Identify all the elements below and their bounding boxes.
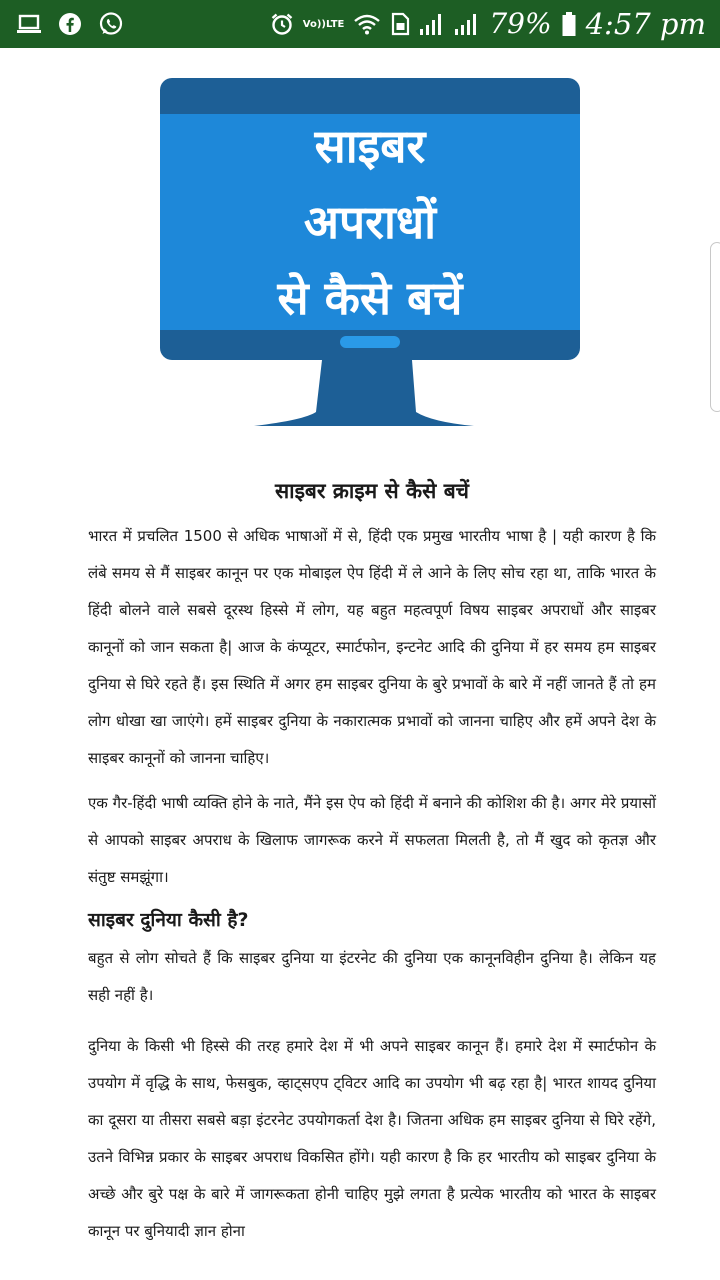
wifi-icon (353, 13, 381, 35)
article-title: साइबर क्राइम से कैसे बचें (274, 479, 470, 503)
banner-monitor-image (160, 78, 580, 428)
status-bar-right (261, 0, 706, 48)
scroll-handle[interactable] (710, 242, 720, 412)
author-note-paragraph: एक गैर-हिंदी भाषी व्यक्ति होने के नाते, मैंने इस ऐप को हिंदी में बनाने की कोशिश की है। अगर मेरे प्रयासों से आपको साइबर अपराध के खिलाफ जागरूक करने में सफलता मिलती है, तो मैं खुद को कृतज्ञ और संतुष्ट समझूंगा। (88, 794, 656, 886)
clock-time: 4:57 pm (585, 7, 706, 41)
laptop-icon (16, 13, 42, 35)
volte-icon (303, 19, 345, 30)
signal-icon (419, 12, 445, 36)
banner-line-3: से कैसे बचें (277, 271, 463, 325)
section-paragraph-2: दुनिया के किसी भी हिस्से की तरह हमारे देश में भी अपने साइबर कानून हैं। हमारे देश में स्मार्टफोन के उपयोग में वृद्धि के साथ, फेसबुक, व्हाट्सएप ट्विटर आदि का उपयोग भी बढ़ रहा है| भारत शायद दुनिया का दूसरा या तीसरा सबसे बड़ा इंटरनेट उपयोगकर्ता देश है। जितना अधिक हम साइबर दुनिया से घिरे रहेंगे, उतने विभिन्न प्रकार के साइबर अपराध विकसित होंगे। यही कारण है कि हर भारतीय को साइबर दुनिया के अच्छे और बुरे पक्ष के बारे में जागरूकता होनी चाहिए मुझे लगता है प्रत्येक भारतीय को भारत के साइबर कानून पर बुनियादी ज्ञान होना (88, 1037, 656, 1240)
status-bar-left (16, 11, 140, 37)
monitor-stand-icon (252, 360, 482, 428)
app-content[interactable] (0, 48, 720, 1280)
volte-top-label: Vo)) (302, 18, 326, 30)
whatsapp-icon (98, 11, 124, 37)
status-bar (0, 0, 720, 48)
battery-percentage: 79% (489, 7, 552, 40)
section-heading: साइबर दुनिया कैसी है? (88, 909, 249, 931)
intro-paragraph: भारत में प्रचलित 1500 से अधिक भाषाओं में से, हिंदी एक प्रमुख भारतीय भाषा है | यही कारण है कि लंबे समय से मैं साइबर कानून पर एक मोबाइल ऐप हिंदी में ले आने के लिए सोच रहा था, ताकि भारत के हिंदी बोलने वाले सबसे दूरस्थ हिस्से में लोग, यह बहुत महत्वपूर्ण विषय साइबर अपराधों और साइबर कानूनों को जान सकता है| आज के कंप्यूटर, स्मार्टफोन, इन्टनेट आदि की दुनिया में हर समय हम साइबर दुनिया से घिरे रहते हैं। इस स्थिति में अगर हम साइबर दुनिया के बुरे प्रभावों के बारे में नहीं जानते हैं तो हम लोग धोखा खा जाएंगे। हमें साइबर दुनिया के नकारात्मक प्रभावों को जानना चाहिए और हमें अपने देश के साइबर कानूनों को जानना चाहिए। (88, 527, 656, 767)
article (88, 476, 656, 1258)
section-paragraph-1: बहुत से लोग सोचते हैं कि साइबर दुनिया या इंटरनेट की दुनिया एक कानूनविहीन दुनिया है। लेकिन यह सही नहीं है। (88, 949, 656, 1004)
monitor-screen (160, 114, 580, 330)
alarm-icon (270, 12, 294, 36)
banner-line-2: अपराधों (303, 195, 437, 249)
facebook-icon (58, 12, 82, 36)
banner-line-1: साइबर (314, 119, 426, 173)
battery-icon (561, 11, 577, 37)
signal-icon (454, 12, 480, 36)
volte-bottom-label: LTE (325, 18, 345, 30)
sim-icon (390, 12, 410, 36)
monitor-bezel (160, 78, 580, 360)
monitor-power-light (340, 336, 400, 348)
